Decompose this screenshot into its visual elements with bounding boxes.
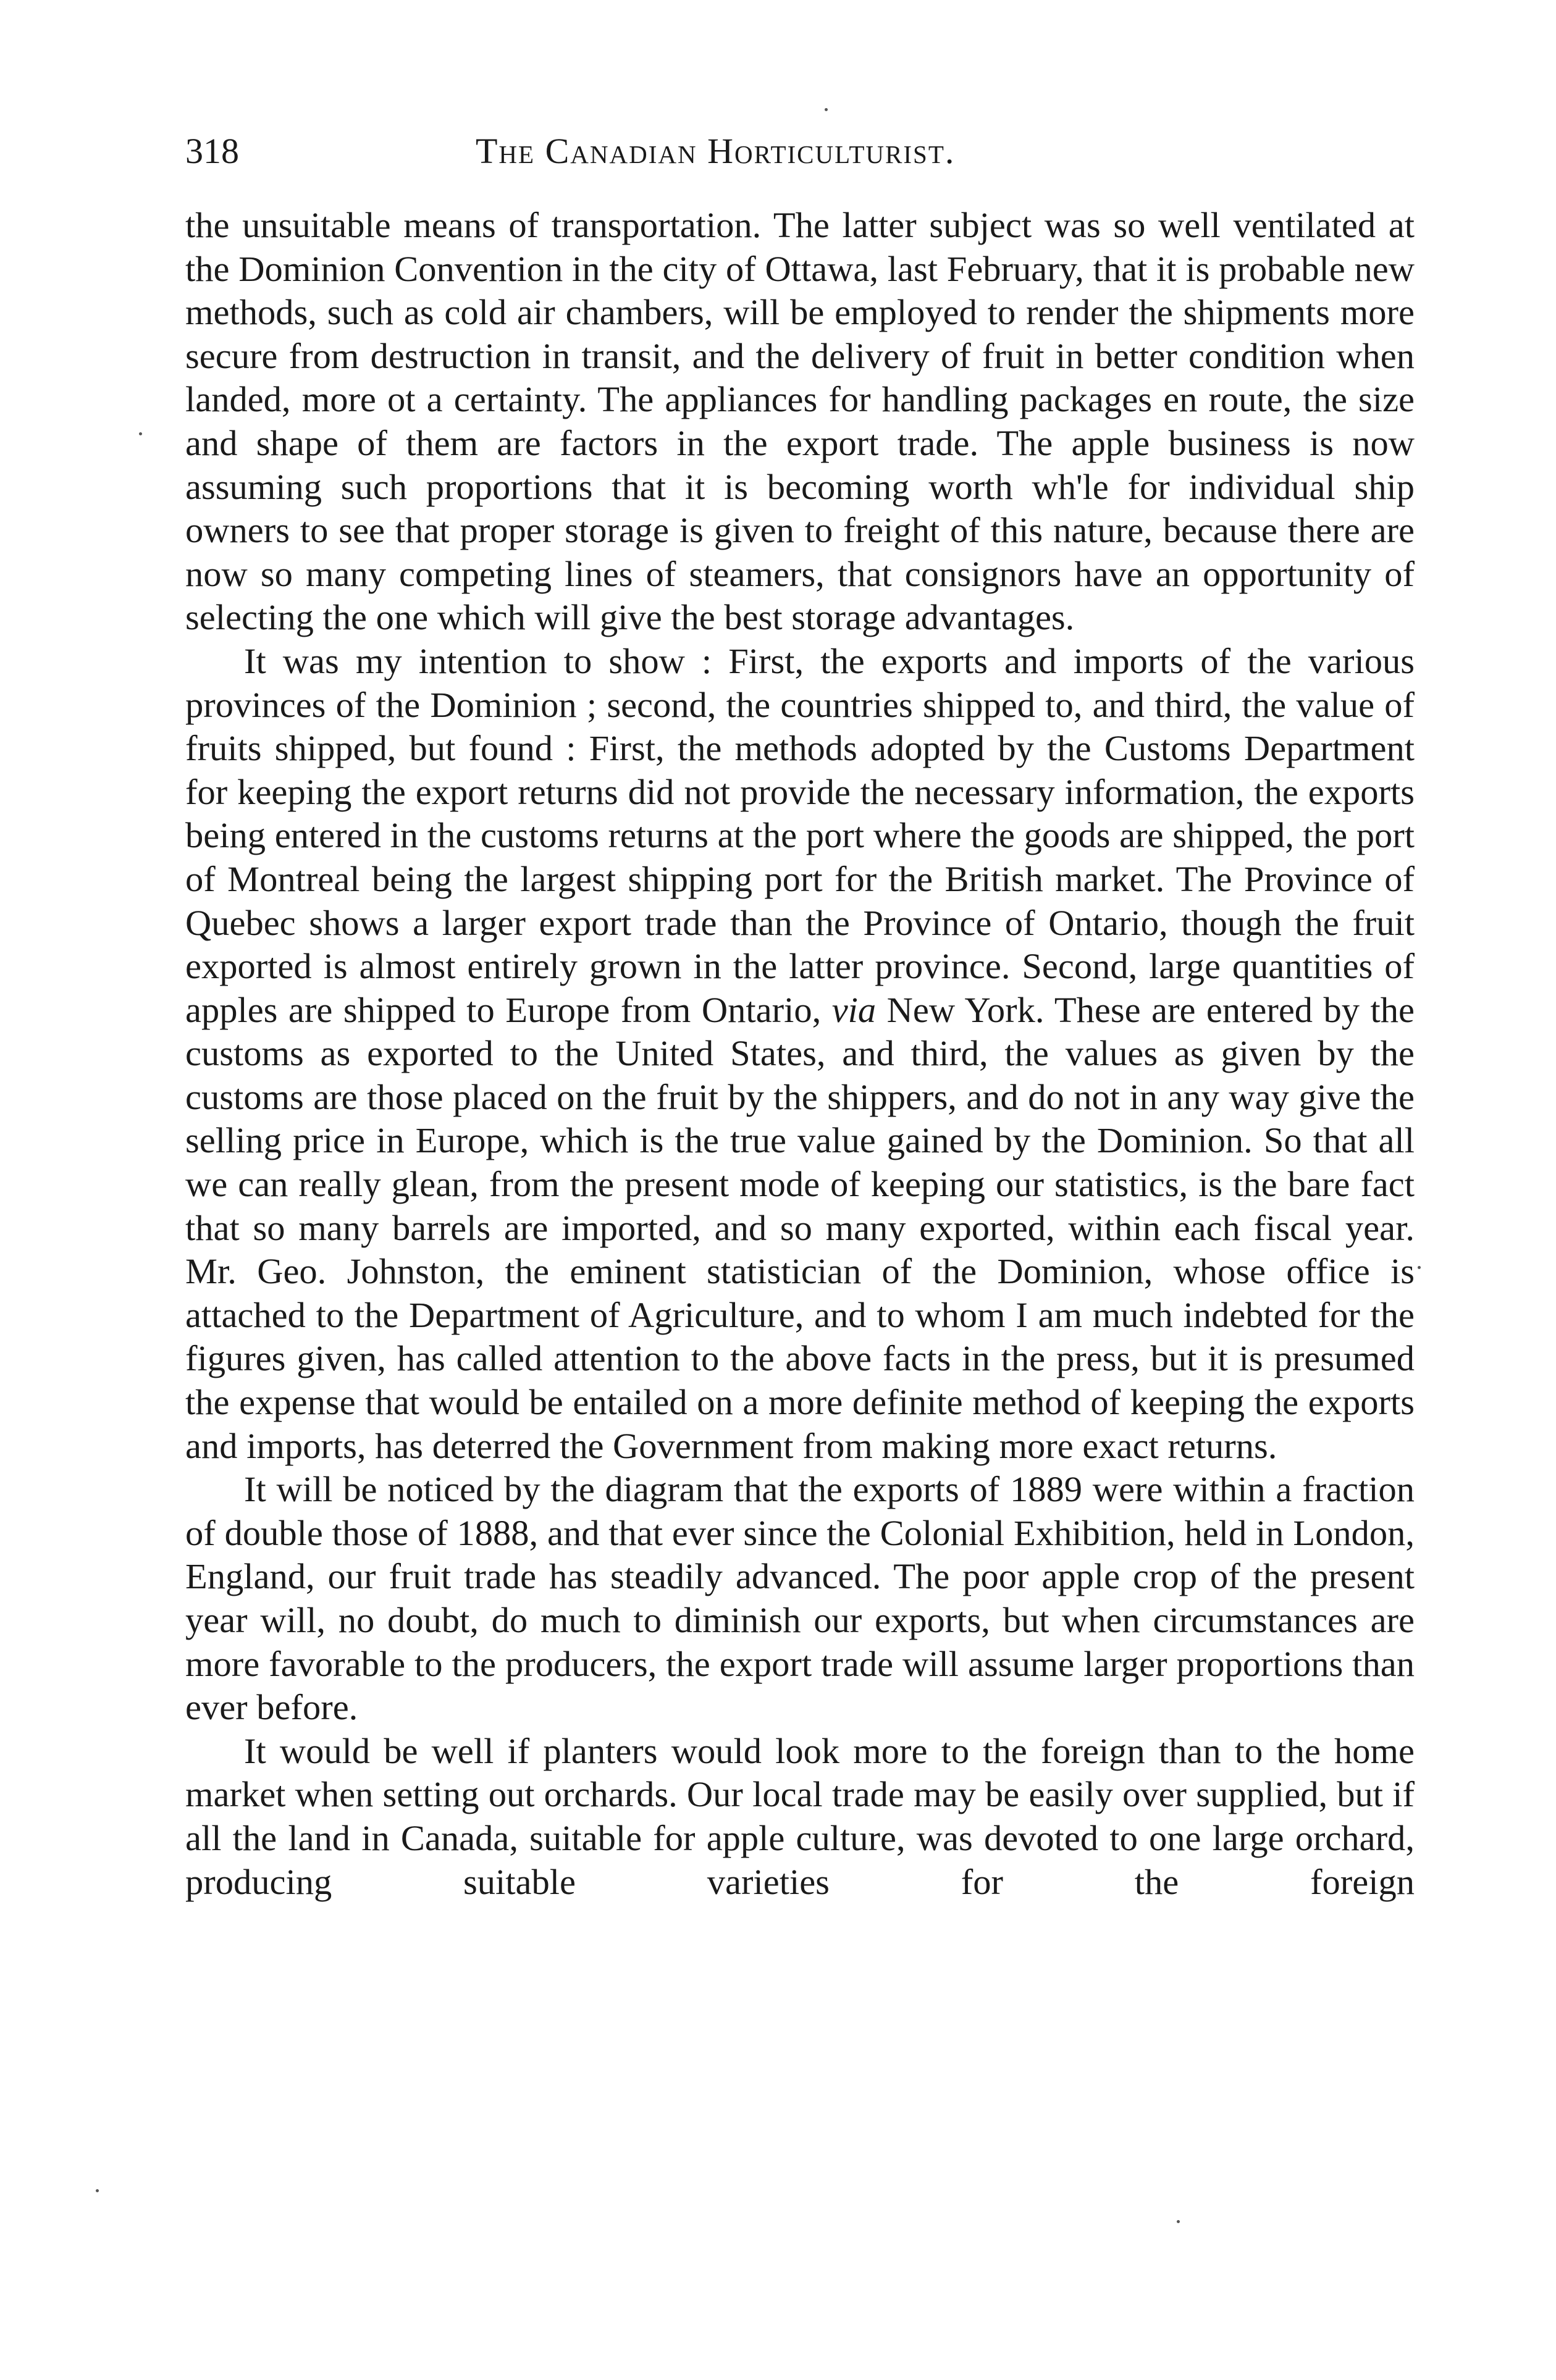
paragraph-diagram-exports: It will be noticed by the diagram that the exports of 1889 were within a fraction of double those of 1888, and that ever since the Colonial Exhibition, held in London, England, our fruit trade has steadily advanced. The poor apple crop of the present year will, no doubt, do much to diminish our exports, but when circumstances are more favorable to the producers, the export trade will assume larger proportions than ever before. [185,1469,1415,1728]
paragraph-customs-returns-part-1: It was my intention to show : First, the exports and imports of the various provinces of the Dominion ; second, the countries shipped to, and third, the value of fruits shipped, but found : First, the methods adopted by the Customs Department for keeping the export returns did not provide the necessary information, the exports being entered in the customs returns at the port where the goods are shipped, the port of Montreal being the largest shipping port for the British market. The Province of Quebec shows a larger export trade than the Province of Ontario, though the fruit exported is almost entirely grown in the latter province. Second, large quantities of apples are shipped to Europe from Ontario, [185,640,1415,1030]
page-number: 318 [185,131,239,171]
scan-speck [1177,2220,1180,2223]
journal-title: The Canadian Horticulturist. [476,131,956,171]
scan-speck [96,2189,99,2192]
scan-speck [1418,1266,1421,1269]
paragraph-customs-returns [185,640,1415,1468]
italic-via: via [831,989,877,1030]
scan-speck [139,432,142,435]
paragraph-transportation: the unsuitable means of transportation. The latter subject was so well ventilated at the Dominion Convention in the city of Ottawa, last February, that it is probable new methods, such as cold air chambers, will be employed to render the shipments more secure from destruction in transit, and the delivery of fruit in better condition when landed, more ot a certainty. The appliances for handling packages en route, the size and shape of them are factors in the export trade. The apple business is now assuming such proportions that it is becoming worth wh'le for individual ship owners to see that proper storage is given to freight of this nature, because there are now so many competing lines of steamers, that consignors have an opportunity of selecting the one which will give the best storage advantages. [185,205,1415,638]
paragraph-customs-returns-part-2: New York. These are entered by the customs as exported to the United States, and third, the values as given by the customs are those placed on the fruit by the shippers, and do not in any way give the selling price in Europe, which is the true value gained by the Dominion. So that all we can really glean, from the present mode of keeping our statistics, is the bare fact that so many barrels are imported, and so many exported, within each fiscal year. Mr. Geo. Johnston, the eminent statistician of the Dominion, whose office is attached to the Department of Agriculture, and to whom I am much indebted for the figures given, has called attention to the above facts in the press, but it is presumed the expense that would be entailed on a more definite method of keeping the exports and imports, has deterred the Government from making more exact returns. [185,989,1415,1466]
running-head [185,127,1415,176]
article-body [185,204,1415,1904]
scan-speck [825,108,828,111]
paragraph-foreign-market: It would be well if planters would look more to the foreign than to the home market when setting out orchards. Our local trade may be easily over supplied, but if all the land in Canada, suitable for apple culture, was devoted to one large orchard, producing suitable varieties for the foreign [185,1730,1415,1902]
